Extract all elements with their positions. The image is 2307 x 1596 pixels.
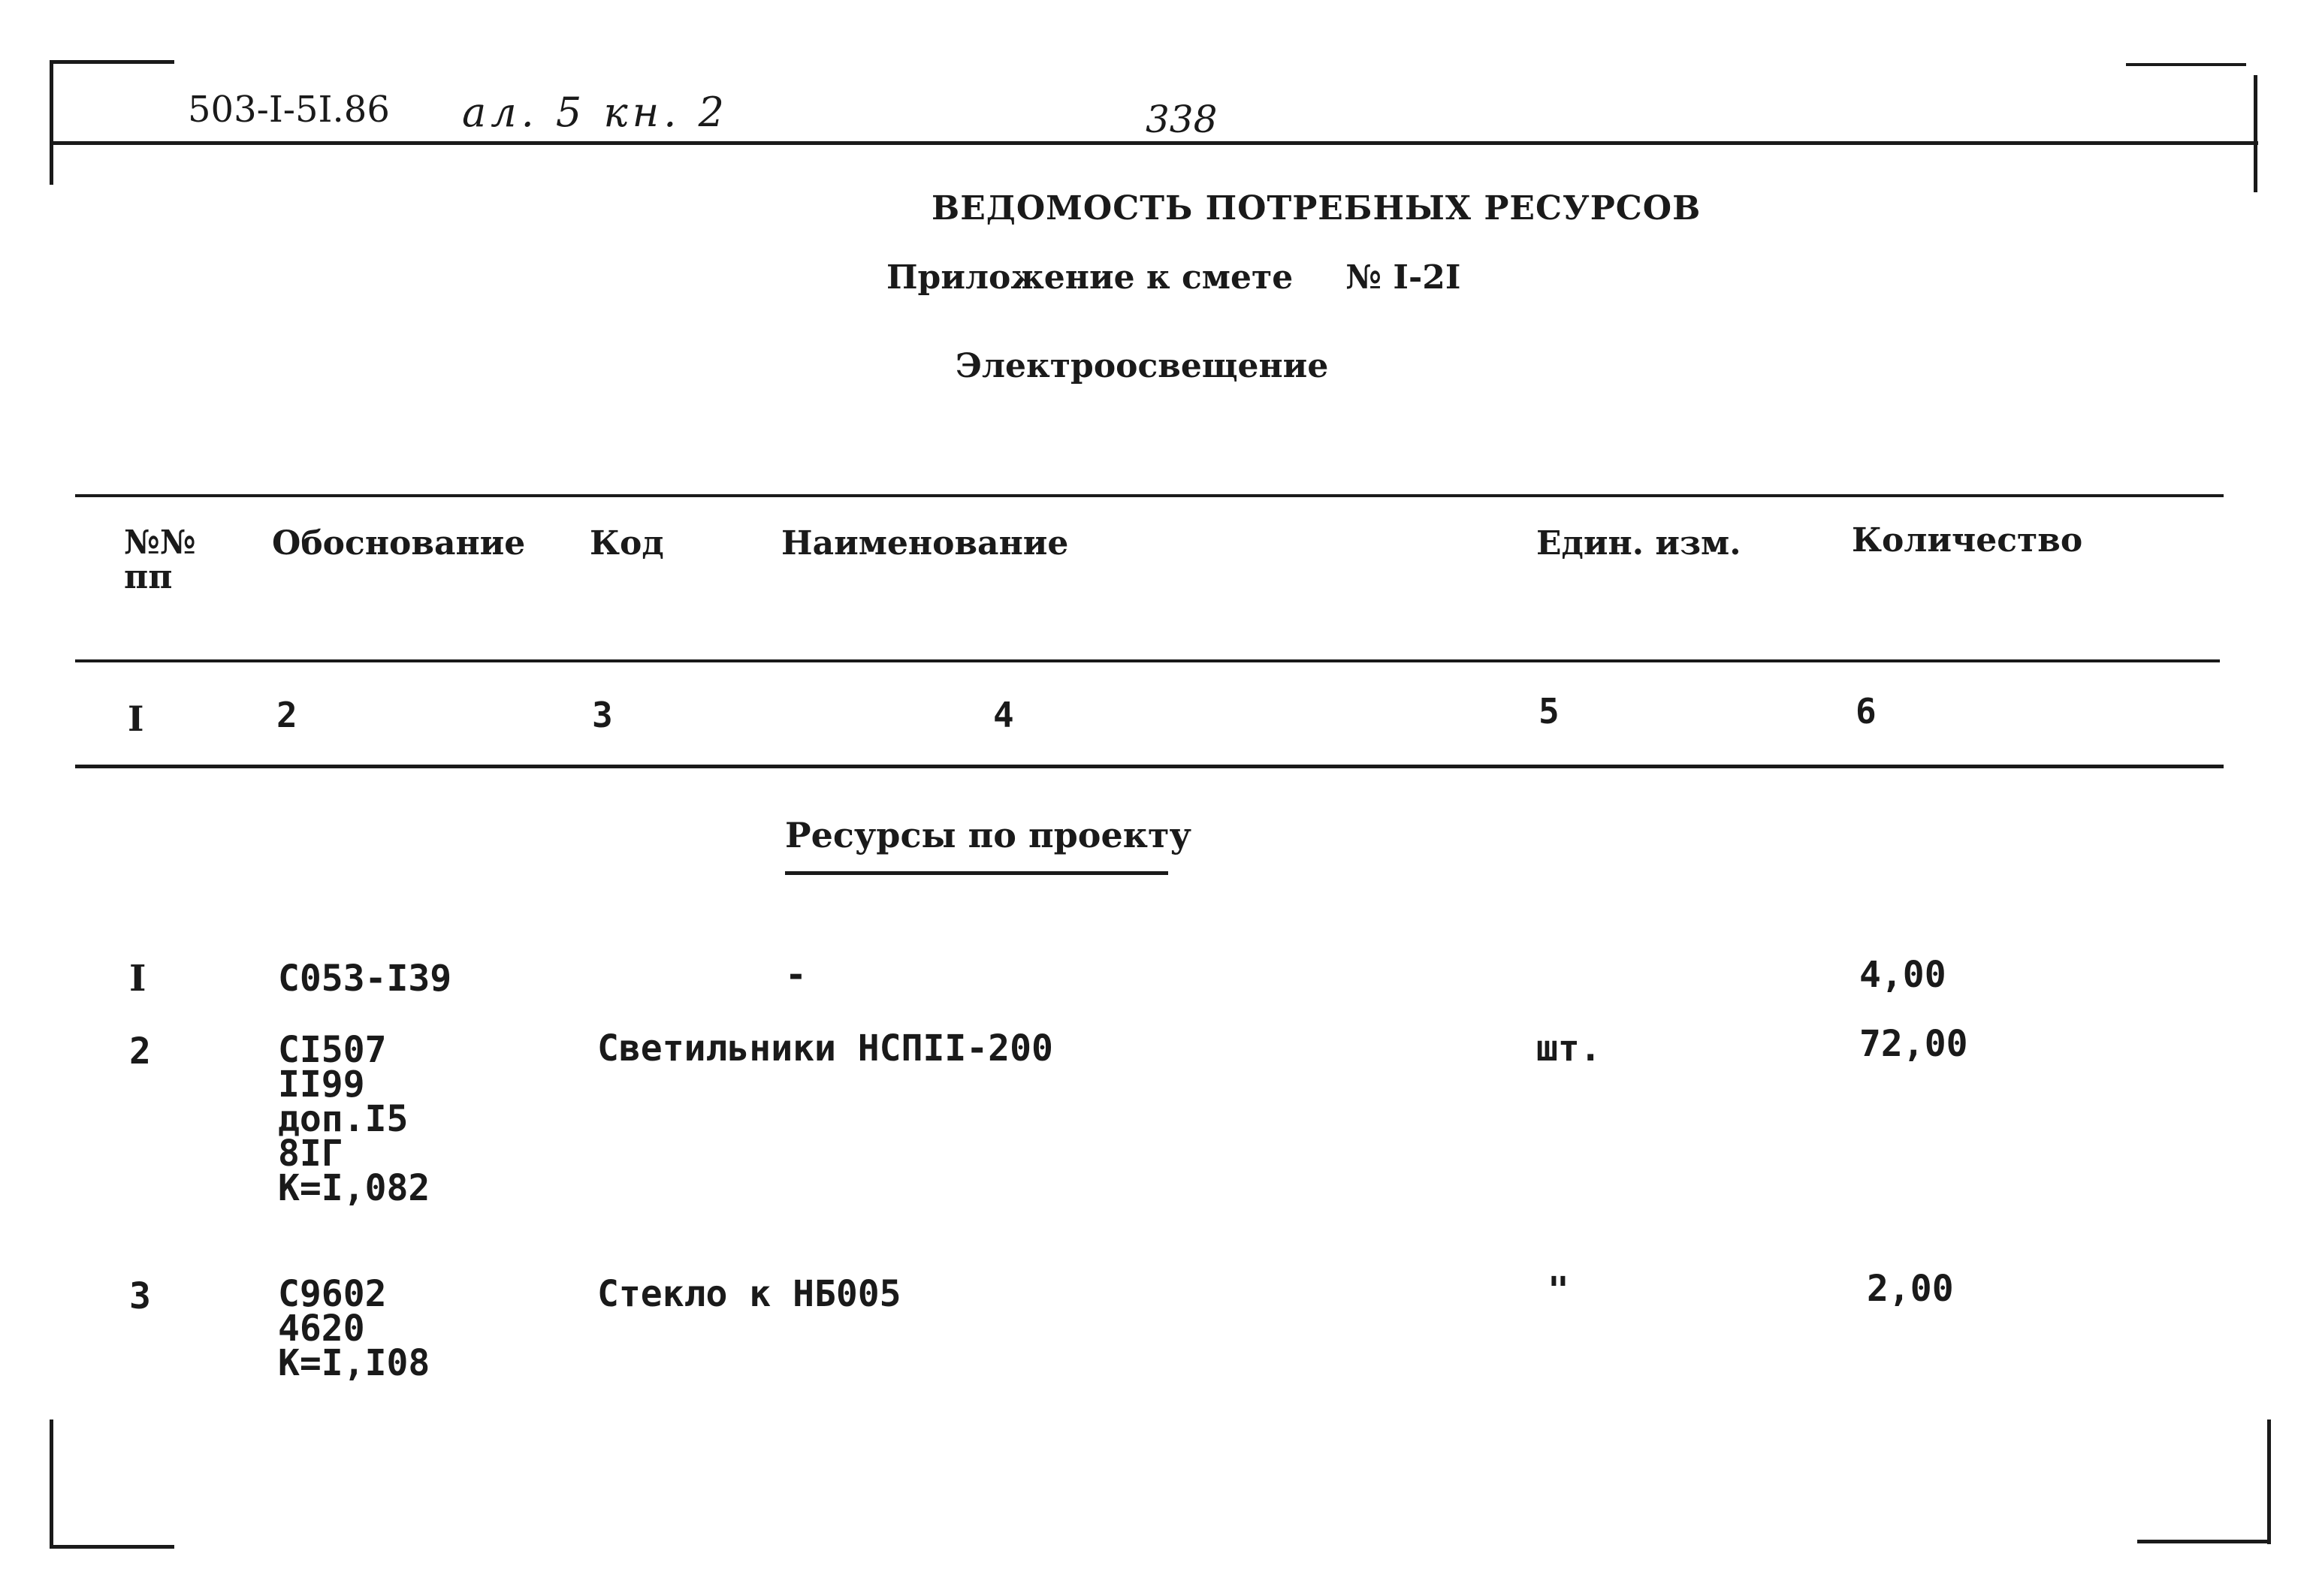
row-3-quantity: 2,00: [1867, 1268, 1954, 1310]
group-title: Ресурсы по проекту: [785, 815, 1191, 855]
row-2-basis-line: СI507: [278, 1029, 387, 1071]
row-2-basis-line: доп.I5: [278, 1098, 409, 1140]
col-header-quantity: Количество: [1852, 521, 2083, 560]
row-2-basis-line: К=I,082: [278, 1167, 430, 1209]
row-1-basis: [278, 958, 452, 1000]
frame-right-bottom-mark: [2267, 1420, 2271, 1544]
estimate-label: Приложение к смете: [886, 258, 1294, 297]
row-3-basis-line: 4620: [278, 1308, 365, 1350]
document-code: 503-I-5I.86: [188, 89, 390, 131]
page-number: 338: [1146, 98, 1218, 141]
row-1-basis-line: С053-I39: [278, 958, 452, 1000]
estimate-reference: [886, 258, 1460, 297]
col-header-number: [124, 523, 196, 596]
table-top-rule: [75, 494, 2224, 497]
frame-left-bottom-mark: [50, 1420, 53, 1549]
col-number-6: 6: [1856, 691, 1877, 732]
row-3-number: 3: [129, 1275, 151, 1317]
row-2-name: Светильники НСПII-200: [597, 1027, 1053, 1070]
group-title-underline: [785, 871, 1168, 875]
col-header-name: Наименование: [781, 524, 1069, 563]
row-3-basis-line: С9602: [278, 1273, 387, 1315]
col-header-basis: Обоснование: [272, 524, 526, 563]
row-2-basis-line: II99: [278, 1063, 365, 1106]
row-3-basis-line: К=I,I08: [278, 1342, 430, 1384]
row-1-quantity: 4,00: [1859, 954, 1946, 996]
estimate-number: № I-2I: [1345, 258, 1461, 297]
col-number-1: I: [128, 698, 144, 739]
frame-right-top-mark: [2254, 75, 2257, 192]
row-3-basis: [278, 1273, 430, 1384]
row-2-basis-line: 8IГ: [278, 1133, 343, 1175]
col-header-unit: Един. изм.: [1536, 524, 1741, 563]
col-number-5: 5: [1539, 691, 1560, 732]
page-title: ВЕДОМОСТЬ ПОТРЕБНЫХ РЕСУРСОВ: [932, 189, 1702, 228]
section-name: Электроосвещение: [956, 347, 1329, 385]
row-2-basis: [278, 1029, 430, 1209]
table-header-rule: [75, 659, 2220, 662]
col-number-3: 3: [592, 695, 613, 735]
col-number-4: 4: [993, 695, 1014, 735]
col-header-code: Код: [590, 524, 664, 563]
row-2-number: 2: [129, 1030, 151, 1073]
row-2-unit: шт.: [1536, 1027, 1602, 1070]
frame-bottom-left-mark: [50, 1545, 174, 1549]
row-3-name: Стекло к НБ005: [597, 1273, 901, 1315]
handwritten-note: ал. 5 кн. 2: [462, 89, 729, 136]
header-rule: [50, 141, 2258, 145]
frame-top-left-mark: [50, 60, 174, 64]
row-1-number: I: [129, 958, 146, 1000]
col-header-number-line1: №№: [124, 523, 196, 562]
frame-top-right-mark: [2126, 63, 2246, 66]
row-3-unit: ": [1548, 1269, 1569, 1311]
col-number-2: 2: [276, 695, 297, 735]
table-colnum-rule: [75, 765, 2224, 768]
frame-left-top-mark: [50, 60, 53, 185]
col-header-number-line2: пп: [124, 558, 173, 596]
frame-bottom-right-mark: [2137, 1540, 2269, 1543]
row-1-name: -: [785, 954, 807, 996]
row-2-quantity: 72,00: [1859, 1023, 1968, 1065]
